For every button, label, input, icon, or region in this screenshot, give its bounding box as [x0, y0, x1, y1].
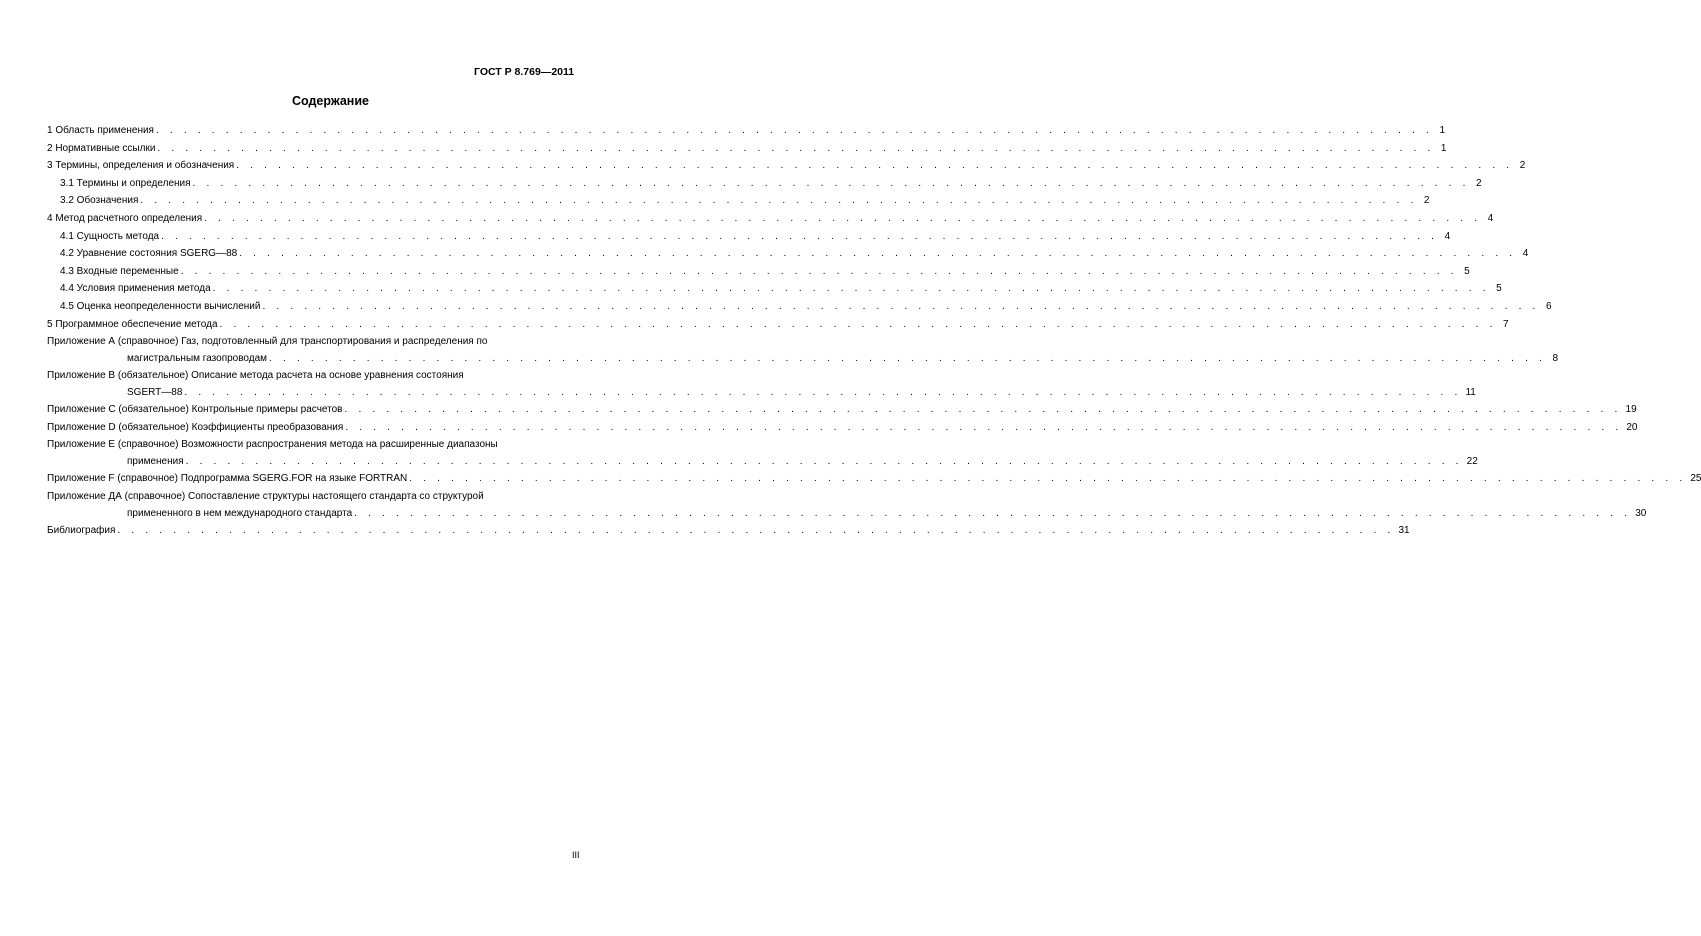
toc-entry-text: 3.1 Термины и определения — [60, 177, 191, 189]
toc-appendix-e[interactable] — [47, 436, 1478, 470]
toc-appendix-b[interactable] — [47, 367, 1476, 401]
toc-entry-4-1[interactable] — [47, 228, 1451, 246]
dot-leader: . . . . . . . . . . . . . . . . . . . . . . . . . . . . . . . . . . . . . . . . . . . . . . . . . . . . . . . . . . . . . . . . . . . . . . . . . . . . . . . . . . . . . . . . . . . . — [161, 230, 1439, 242]
toc-page-number: 6 — [1545, 300, 1552, 312]
toc-appendix-c[interactable] — [47, 401, 1637, 419]
dot-leader: . . . . . . . . . . . . . . . . . . . . . . . . . . . . . . . . . . . . . . . . . . . . . . . . . . . . . . . . . . . . . . . . . . . . . . . . . . . . . . . . . . . . . . . . . . . . — [212, 283, 1490, 295]
toc-entry-text-continued: примененного в нем международного стандарта — [127, 507, 353, 519]
dot-leader: . . . . . . . . . . . . . . . . . . . . . . . . . . . . . . . . . . . . . . . . . . . . . . . . . . . . . . . . . . . . . . . . . . . . . . . . . . . . . . . . . . . . . . . . . . . . — [192, 177, 1470, 189]
standard-designation: ГОСТ Р 8.769—2011 — [474, 66, 575, 78]
toc-page-number: 2 — [1519, 160, 1526, 172]
toc-page-number: 4 — [1522, 248, 1529, 260]
toc-appendix-a[interactable] — [47, 333, 1559, 367]
toc-entry-4-3[interactable] — [47, 263, 1470, 281]
toc-entry-text: 2 Нормативные ссылки — [47, 142, 156, 154]
toc-entry-1[interactable] — [47, 122, 1446, 140]
dot-leader: . . . . . . . . . . . . . . . . . . . . . . . . . . . . . . . . . . . . . . . . . . . . . . . . . . . . . . . . . . . . . . . . . . . . . . . . . . . . . . . . . . . . . . . . . . . . — [157, 142, 1435, 154]
toc-page-number: 25 — [1690, 473, 1701, 485]
toc-entry-text-continued: магистральным газопроводам — [127, 353, 268, 365]
toc-entry-text: Библиография — [47, 524, 116, 536]
toc-entry-3-1[interactable] — [47, 175, 1482, 193]
toc-entry-text: Приложение F (справочное) Подпрограмма SGERG.FOR на языке FORTRAN — [47, 473, 408, 485]
toc-page-number: 8 — [1552, 353, 1559, 365]
toc-page-number: 19 — [1625, 404, 1637, 416]
toc-entry-text: 4.3 Входные переменные — [60, 265, 179, 277]
toc-bibliography[interactable] — [47, 522, 1410, 540]
dot-leader: . . . . . . . . . . . . . . . . . . . . . . . . . . . . . . . . . . . . . . . . . . . . . . . . . . . . . . . . . . . . . . . . . . . . . . . . . . . . . . . . . . . . . . . . . . . . — [155, 125, 1434, 136]
dot-leader: . . . . . . . . . . . . . . . . . . . . . . . . . . . . . . . . . . . . . . . . . . . . . . . . . . . . . . . . . . . . . . . . . . . . . . . . . . . . . . . . . . . . . . . . . . . . — [180, 265, 1458, 277]
dot-leader: . . . . . . . . . . . . . . . . . . . . . . . . . . . . . . . . . . . . . . . . . . . . . . . . . . . . . . . . . . . . . . . . . . . . . . . . . . . . . . . . . . . . . . . . . . . . — [409, 473, 1687, 485]
dot-leader: . . . . . . . . . . . . . . . . . . . . . . . . . . . . . . . . . . . . . . . . . . . . . . . . . . . . . . . . . . . . . . . . . . . . . . . . . . . . . . . . . . . . . . . . . . . . — [344, 404, 1622, 416]
toc-appendix-f[interactable] — [47, 470, 1701, 488]
toc-entry-text-continued: применения — [127, 456, 184, 468]
toc-entry-text: Приложение D (обязательное) Коэффициенты преобразования — [47, 421, 344, 433]
toc-page-number: 30 — [1635, 507, 1647, 519]
toc-entry-text: 5 Программное обеспечение метода — [47, 318, 218, 330]
toc-entry-text-continued: SGERT—88 — [127, 387, 183, 399]
dot-leader: . . . . . . . . . . . . . . . . . . . . . . . . . . . . . . . . . . . . . . . . . . . . . . . . . . . . . . . . . . . . . . . . . . . . . . . . . . . . . . . . . . . . . . . . . . . . — [140, 195, 1418, 207]
toc-entry-4-4[interactable] — [47, 280, 1502, 298]
toc-entry-text: Приложение Е (справочное) Возможности распространения метода на расширенные диапазоны — [47, 439, 498, 451]
page-number: III — [572, 850, 580, 860]
toc-page-number: 5 — [1496, 283, 1502, 295]
toc-entry-text: Приложение ДА (справочное) Сопоставление структуры настоящего стандарта со структурой — [47, 490, 484, 502]
dot-leader: . . . . . . . . . . . . . . . . . . . . . . . . . . . . . . . . . . . . . . . . . . . . . . . . . . . . . . . . . . . . . . . . . . . . . . . . . . . . . . . . . . . . . . . . . . . . — [117, 524, 1395, 536]
toc-appendix-d[interactable] — [47, 419, 1638, 437]
toc-page-number: 20 — [1626, 421, 1638, 433]
dot-leader: . . . . . . . . . . . . . . . . . . . . . . . . . . . . . . . . . . . . . . . . . . . . . . . . . . . . . . . . . . . . . . . . . . . . . . . . . . . . . . . . . . . . . . . . . . . . — [219, 318, 1497, 330]
toc-entry-text: 4.1 Сущность метода — [60, 230, 160, 242]
toc-entry-text: Приложение А (справочное) Газ, подготовленный для транспортирования и распределения по — [47, 336, 488, 348]
toc-page-number: 2 — [1423, 195, 1430, 207]
table-of-contents — [47, 122, 1701, 540]
toc-page-number: 7 — [1503, 318, 1509, 330]
page-title: Содержание — [291, 94, 369, 108]
dot-leader: . . . . . . . . . . . . . . . . . . . . . . . . . . . . . . . . . . . . . . . . . . . . . . . . . . . . . . . . . . . . . . . . . . . . . . . . . . . . . . . . . . . . . . . . . . . . — [269, 353, 1547, 365]
toc-page-number: 22 — [1466, 456, 1478, 468]
dot-leader: . . . . . . . . . . . . . . . . . . . . . . . . . . . . . . . . . . . . . . . . . . . . . . . . . . . . . . . . . . . . . . . . . . . . . . . . . . . . . . . . . . . . . . . . . . . . — [204, 212, 1482, 224]
dot-leader: . . . . . . . . . . . . . . . . . . . . . . . . . . . . . . . . . . . . . . . . . . . . . . . . . . . . . . . . . . . . . . . . . . . . . . . . . . . . . . . . . . . . . . . . . . . . — [262, 300, 1540, 312]
toc-page-number: 31 — [1398, 524, 1410, 536]
dot-leader: . . . . . . . . . . . . . . . . . . . . . . . . . . . . . . . . . . . . . . . . . . . . . . . . . . . . . . . . . . . . . . . . . . . . . . . . . . . . . . . . . . . . . . . . . . . . — [236, 160, 1514, 172]
toc-entry-2[interactable] — [47, 140, 1447, 158]
toc-entry-3-2[interactable] — [47, 192, 1430, 210]
toc-page-number: 1 — [1440, 142, 1447, 154]
dot-leader: . . . . . . . . . . . . . . . . . . . . . . . . . . . . . . . . . . . . . . . . . . . . . . . . . . . . . . . . . . . . . . . . . . . . . . . . . . . . . . . . . . . . . . . . . . . . — [185, 456, 1463, 468]
toc-entry-text: 3.2 Обозначения — [60, 195, 139, 207]
dot-leader: . . . . . . . . . . . . . . . . . . . . . . . . . . . . . . . . . . . . . . . . . . . . . . . . . . . . . . . . . . . . . . . . . . . . . . . . . . . . . . . . . . . . . . . . . . . . — [345, 421, 1623, 433]
toc-page-number: 1 — [1439, 125, 1446, 136]
toc-entry-4-2[interactable] — [47, 245, 1529, 263]
toc-entry-text: 4.2 Уравнение состояния SGERG—88 — [60, 248, 238, 260]
toc-entry-3[interactable] — [47, 157, 1526, 175]
toc-page-number: 4 — [1487, 212, 1494, 224]
toc-appendix-da[interactable] — [47, 488, 1647, 522]
toc-entry-4-5[interactable] — [47, 298, 1552, 316]
dot-leader: . . . . . . . . . . . . . . . . . . . . . . . . . . . . . . . . . . . . . . . . . . . . . . . . . . . . . . . . . . . . . . . . . . . . . . . . . . . . . . . . . . . . . . . . . . . . — [239, 248, 1517, 260]
toc-page-number: 2 — [1476, 177, 1482, 189]
toc-entry-text: 4.5 Оценка неопределенности вычислений — [60, 300, 261, 312]
dot-leader: . . . . . . . . . . . . . . . . . . . . . . . . . . . . . . . . . . . . . . . . . . . . . . . . . . . . . . . . . . . . . . . . . . . . . . . . . . . . . . . . . . . . . . . . . . . . — [184, 387, 1462, 399]
toc-entry-text: Приложение С (обязательное) Контрольные примеры расчетов — [47, 404, 343, 416]
toc-entry-text: 4 Метод расчетного определения — [47, 212, 203, 224]
toc-entry-text: 3 Термины, определения и обозначения — [47, 160, 235, 172]
toc-entry-4[interactable] — [47, 210, 1494, 228]
toc-page-number: 11 — [1465, 387, 1476, 399]
toc-entry-text: 1 Область применения — [47, 125, 154, 136]
toc-entry-text: 4.4 Условия применения метода — [60, 283, 211, 295]
toc-entry-text: Приложение В (обязательное) Описание метода расчета на основе уравнения состояния — [47, 370, 464, 382]
dot-leader: . . . . . . . . . . . . . . . . . . . . . . . . . . . . . . . . . . . . . . . . . . . . . . . . . . . . . . . . . . . . . . . . . . . . . . . . . . . . . . . . . . . . . . . . . . . . — [354, 507, 1632, 519]
toc-entry-5[interactable] — [47, 316, 1509, 334]
toc-page-number: 5 — [1464, 265, 1470, 277]
toc-page-number: 4 — [1444, 230, 1451, 242]
